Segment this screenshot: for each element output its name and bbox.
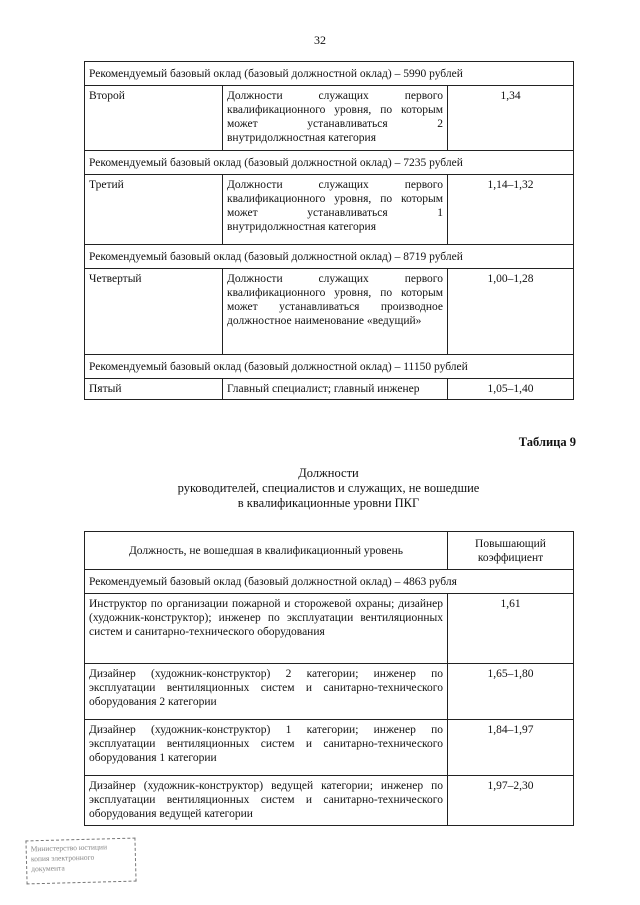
coefficient-cell: 1,97–2,30 <box>448 776 574 826</box>
level-cell: Четвертый <box>85 269 223 355</box>
table-row <box>85 594 574 664</box>
coefficient-cell: 1,00–1,28 <box>448 269 574 355</box>
description-cell: Главный специалист; главный инженер <box>223 379 448 400</box>
heading-line: в квалификационные уровни ПКГ <box>237 496 420 510</box>
section-heading <box>84 466 573 511</box>
coefficient-cell: 1,61 <box>448 594 574 664</box>
salary-cell: Рекомендуемый базовый оклад (базовый должностной оклад) – 5990 рублей <box>85 62 574 86</box>
table-row <box>85 664 574 720</box>
salary-row <box>85 245 574 269</box>
salary-row <box>85 151 574 175</box>
salary-row <box>85 570 574 594</box>
salary-row <box>85 62 574 86</box>
table-row <box>85 720 574 776</box>
table-row <box>85 86 574 151</box>
coefficient-cell: 1,05–1,40 <box>448 379 574 400</box>
stamp-line: копия электронного <box>30 852 95 864</box>
coefficient-cell: 1,34 <box>448 86 574 151</box>
salary-cell: Рекомендуемый базовый оклад (базовый должностной оклад) – 11150 рублей <box>85 355 574 379</box>
header-position: Должность, не вошедшая в квалификационный уровень <box>85 532 448 570</box>
table-row <box>85 776 574 826</box>
description-cell: Должности служащих первого квалификационного уровня, по которым может устанавливаться производное должностное наименование «ведущий» <box>223 269 448 355</box>
level-cell: Второй <box>85 86 223 151</box>
salary-cell: Рекомендуемый базовый оклад (базовый должностной оклад) – 8719 рублей <box>85 245 574 269</box>
table-row <box>85 175 574 245</box>
salary-cell: Рекомендуемый базовый оклад (базовый должностной оклад) – 7235 рублей <box>85 151 574 175</box>
other-positions-table <box>84 531 574 826</box>
level-cell: Третий <box>85 175 223 245</box>
heading-line: руководителей, специалистов и служащих, не вошедшие <box>177 481 480 495</box>
level-cell: Пятый <box>85 379 223 400</box>
salary-row <box>85 355 574 379</box>
description-cell: Должности служащих первого квалификационного уровня, по которым может устанавливаться 1 внутридолжностная категория <box>223 175 448 245</box>
coefficient-cell: 1,65–1,80 <box>448 664 574 720</box>
page-number: 32 <box>314 33 326 47</box>
table-row <box>85 269 574 355</box>
header-row <box>85 532 574 570</box>
description-cell: Должности служащих первого квалификационного уровня, по которым может устанавливаться 2 внутридолжностная категория <box>223 86 448 151</box>
table-caption: Таблица 9 <box>518 435 576 449</box>
coefficient-cell: 1,84–1,97 <box>448 720 574 776</box>
table-row <box>85 379 574 400</box>
description-cell: Дизайнер (художник-конструктор) 2 категории; инженер по эксплуатации вентиляционных систем и санитарно-технического оборудования 2 категории <box>85 664 448 720</box>
coefficient-cell: 1,14–1,32 <box>448 175 574 245</box>
description-cell: Дизайнер (художник-конструктор) 1 категории; инженер по эксплуатации вентиляционных систем и санитарно-технического оборудования 1 категории <box>85 720 448 776</box>
heading-line: Должности <box>298 466 359 480</box>
qualification-levels-table <box>84 61 574 400</box>
description-cell: Инструктор по организации пожарной и сторожевой охраны; дизайнер (художник-конструктор); инженер по эксплуатации вентиляционных систем и санитарно-технического оборудования <box>85 594 448 664</box>
header-coefficient: Повышающий коэффициент <box>448 532 574 570</box>
description-cell: Дизайнер (художник-конструктор) ведущей категории; инженер по эксплуатации вентиляционных систем и санитарно-технического оборудования ведущей категории <box>85 776 448 826</box>
salary-cell: Рекомендуемый базовый оклад (базовый должностной оклад) – 4863 рубля <box>85 570 574 594</box>
stamp-line: Министерство юстиции <box>30 842 108 854</box>
document-stamp <box>25 838 136 885</box>
stamp-line: документа <box>31 863 65 874</box>
